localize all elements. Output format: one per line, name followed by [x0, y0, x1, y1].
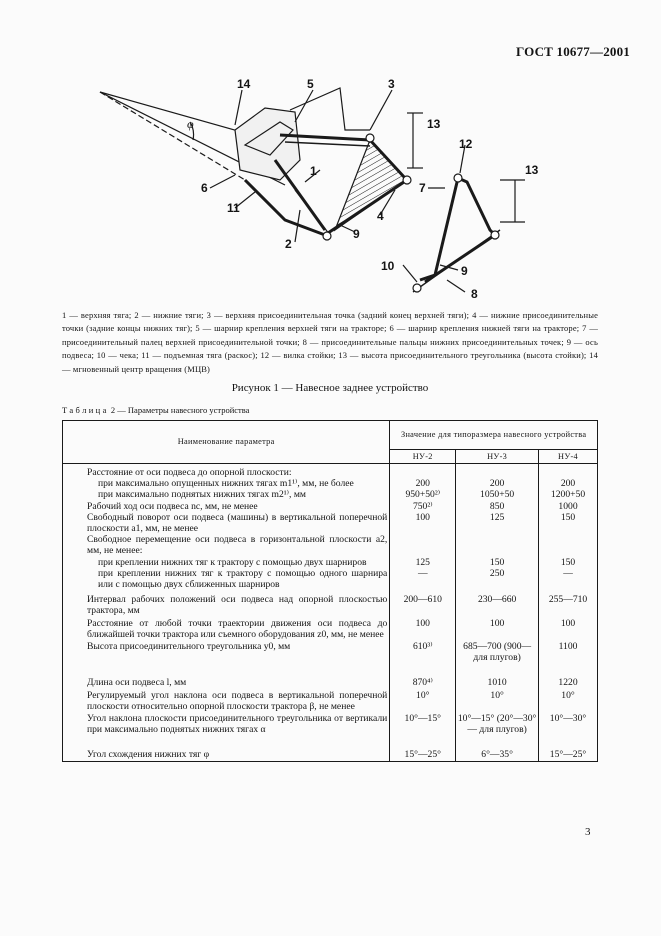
table-row [63, 534, 598, 556]
value-cell: 15°—25° [539, 735, 598, 761]
param-text: Интервал рабочих положений оси подвеса над опорной плоскостью трактора, мм [87, 594, 388, 617]
callout-7: 7 [419, 181, 426, 195]
table-row [63, 478, 598, 489]
legend-item: 2 — нижние тяги; [134, 310, 204, 320]
table-row [63, 501, 598, 512]
legend-item: 9 — ось подвеса; [62, 336, 598, 361]
header-size: НУ-3 [456, 450, 539, 464]
value-cell: 1050+50 [456, 489, 539, 500]
value-cell: 10°—15° (20°—30° — для плугов) [456, 712, 539, 735]
page-number: 3 [585, 826, 591, 838]
value-cell: 1100 [539, 640, 598, 663]
value-cell: 10° [390, 689, 456, 712]
hitch-diagram [95, 70, 555, 302]
param-cell [63, 534, 390, 556]
value-cell: 255—710 [539, 590, 598, 616]
legend-item: 7 — присоединительный палец верхней присоединительной точки; [62, 323, 598, 347]
legend-item: 8 — присоединительные пальцы нижних присоединительных точек; [302, 336, 564, 347]
table-row [63, 489, 598, 500]
table-caption-text: 2 — Параметры навесного устройства [110, 405, 250, 415]
value-cell: 1220 [539, 663, 598, 688]
value-cell: 250 [456, 568, 539, 590]
callout-14: 14 [237, 77, 251, 91]
value-cell: 610³⁾ [390, 640, 456, 663]
param-cell [63, 617, 390, 640]
figure-caption: Рисунок 1 — Навесное заднее устройство [231, 382, 429, 394]
value-cell: 6°—35° [456, 735, 539, 761]
legend-item: 4 — нижние присоединительные точки (задние концы нижних тяг); [62, 310, 598, 334]
param-cell [63, 735, 390, 761]
table-row [63, 464, 598, 479]
legend-item: 5 — шарнир крепления верхней тяги на тракторе; [195, 323, 387, 334]
table-row [63, 557, 598, 568]
param-cell [63, 478, 390, 489]
value-cell [456, 464, 539, 479]
value-cell: 100 [390, 512, 456, 534]
callout-9-left: 9 [353, 227, 360, 241]
value-cell: 125 [456, 512, 539, 534]
legend-item: 11 — подъемная тяга (раскос); [141, 350, 258, 361]
value-cell: — [539, 568, 598, 590]
callout-12: 12 [459, 137, 473, 151]
table-row [63, 689, 598, 712]
header-group: Значение для типоразмера навесного устройства [390, 421, 598, 450]
legend-item: 1 — верхняя тяга; [62, 310, 132, 320]
param-cell [63, 568, 390, 590]
param-text: Расстояние от оси подвеса до опорной плоскости: [87, 467, 292, 478]
value-cell: 750²⁾ [390, 501, 456, 512]
value-cell: 15°—25° [390, 735, 456, 761]
table-caption [62, 405, 249, 415]
value-cell: 1010 [456, 663, 539, 688]
header-param: Наименование параметра [63, 421, 390, 464]
param-text: Свободный поворот оси подвеса (машины) в вертикальной поперечной плоскости a1, мм, не менее [87, 511, 388, 535]
param-cell [63, 712, 390, 735]
value-cell: 685—700 (900— для плугов) [456, 640, 539, 663]
value-cell: 850 [456, 501, 539, 512]
param-cell [63, 557, 390, 568]
callout-5: 5 [307, 77, 314, 91]
callout-11: 11 [227, 201, 240, 215]
param-text: Свободное перемещение оси подвеса в горизонтальной плоскости a2, мм, не менее: [87, 534, 388, 557]
value-cell [456, 534, 539, 556]
header-size: НУ-2 [390, 450, 456, 464]
value-cell: 10° [539, 689, 598, 712]
param-cell [63, 512, 390, 534]
value-cell [390, 464, 456, 479]
value-cell [390, 534, 456, 556]
table-row [63, 735, 598, 761]
param-text: при креплении нижних тяг к трактору с помощью одного шарнира или с помощью двух сближенных шарниров [98, 567, 388, 591]
legend-item: 10 — чека; [96, 350, 139, 361]
param-text: Высота присоединительного треугольника y0, мм [87, 641, 291, 653]
param-text: Рабочий ход оси подвеса nc, мм, не менее [87, 500, 258, 512]
callout-4: 4 [377, 209, 384, 223]
param-cell [63, 689, 390, 712]
callout-13-left: 13 [427, 117, 441, 131]
callout-9-right: 9 [461, 264, 468, 278]
angle-phi-label: φ [187, 117, 194, 131]
value-cell: 200 [539, 478, 598, 489]
param-text: Угол схождения нижних тяг φ [87, 749, 210, 761]
value-cell: 1200+50 [539, 489, 598, 500]
value-cell: 10°—30° [539, 712, 598, 735]
param-cell [63, 464, 390, 479]
value-cell: 950+50²⁾ [390, 489, 456, 500]
value-cell [539, 464, 598, 479]
callout-2: 2 [285, 237, 292, 251]
legend-item: 14 — мгновенный центр вращения (МЦВ) [62, 350, 598, 374]
table-row [63, 663, 598, 688]
legend-item: 3 — верхняя присоединительная точка (задний конец верхней тяги); [206, 310, 470, 320]
param-text: Длина оси подвеса l, мм [87, 677, 187, 689]
callout-10: 10 [381, 259, 395, 273]
callout-3: 3 [388, 77, 395, 91]
legend-item: 12 — вилка стойки; [260, 350, 336, 361]
legend-item: 13 — высота присоединительного треугольника (высота стойки); [338, 350, 587, 361]
value-cell: 200—610 [390, 590, 456, 616]
figure-legend [62, 309, 598, 376]
callout-6: 6 [201, 181, 208, 195]
value-cell: 200 [456, 478, 539, 489]
value-cell: 100 [539, 617, 598, 640]
table-row [63, 712, 598, 735]
param-text: Регулируемый угол наклона оси подвеса в вертикальной поперечной плоскости относительно опорной плоскости трактора β, не менее [87, 689, 388, 712]
value-cell [539, 534, 598, 556]
param-text: Угол наклона плоскости присоединительного треугольника от вертикали при максимально поднятых нижних тягах α [87, 713, 388, 736]
table-row [63, 617, 598, 640]
value-cell: — [390, 568, 456, 590]
value-cell: 230—660 [456, 590, 539, 616]
parameters-table [62, 420, 598, 762]
param-cell [63, 590, 390, 616]
value-cell: 870⁴⁾ [390, 663, 456, 688]
callout-13-right: 13 [525, 163, 539, 177]
table-caption-word: Таблица [62, 405, 109, 415]
value-cell: 150 [539, 557, 598, 568]
callout-8: 8 [471, 287, 478, 301]
header-size: НУ-4 [539, 450, 598, 464]
value-cell: 10° [456, 689, 539, 712]
value-cell: 150 [456, 557, 539, 568]
standard-header: ГОСТ 10677—2001 [515, 44, 630, 59]
param-cell [63, 501, 390, 512]
param-text: Расстояние от любой точки траектории движения оси подвеса до ближайшей точки трактора или съемного оборудования z0, мм, не менее [87, 617, 388, 640]
value-cell: 150 [539, 512, 598, 534]
legend-item: 6 — шарнир крепления нижней тяги на тракторе; [389, 323, 580, 334]
value-cell: 100 [390, 617, 456, 640]
param-text: при максимально поднятых нижних тягах m2¹⁾, мм [98, 489, 306, 501]
param-text: при максимально опущенных нижних тягах m1¹⁾, мм, не более [98, 478, 354, 490]
value-cell: 1000 [539, 501, 598, 512]
table-row [63, 512, 598, 534]
param-text: при креплении нижних тяг к трактору с помощью двух шарниров [98, 556, 367, 568]
table-row [63, 640, 598, 663]
value-cell: 100 [456, 617, 539, 640]
value-cell: 125 [390, 557, 456, 568]
param-cell [63, 663, 390, 688]
callout-1: 1 [310, 164, 317, 178]
table-row [63, 568, 598, 590]
table-row [63, 590, 598, 616]
param-cell [63, 489, 390, 500]
value-cell: 200 [390, 478, 456, 489]
param-cell [63, 640, 390, 663]
value-cell: 10°—15° [390, 712, 456, 735]
